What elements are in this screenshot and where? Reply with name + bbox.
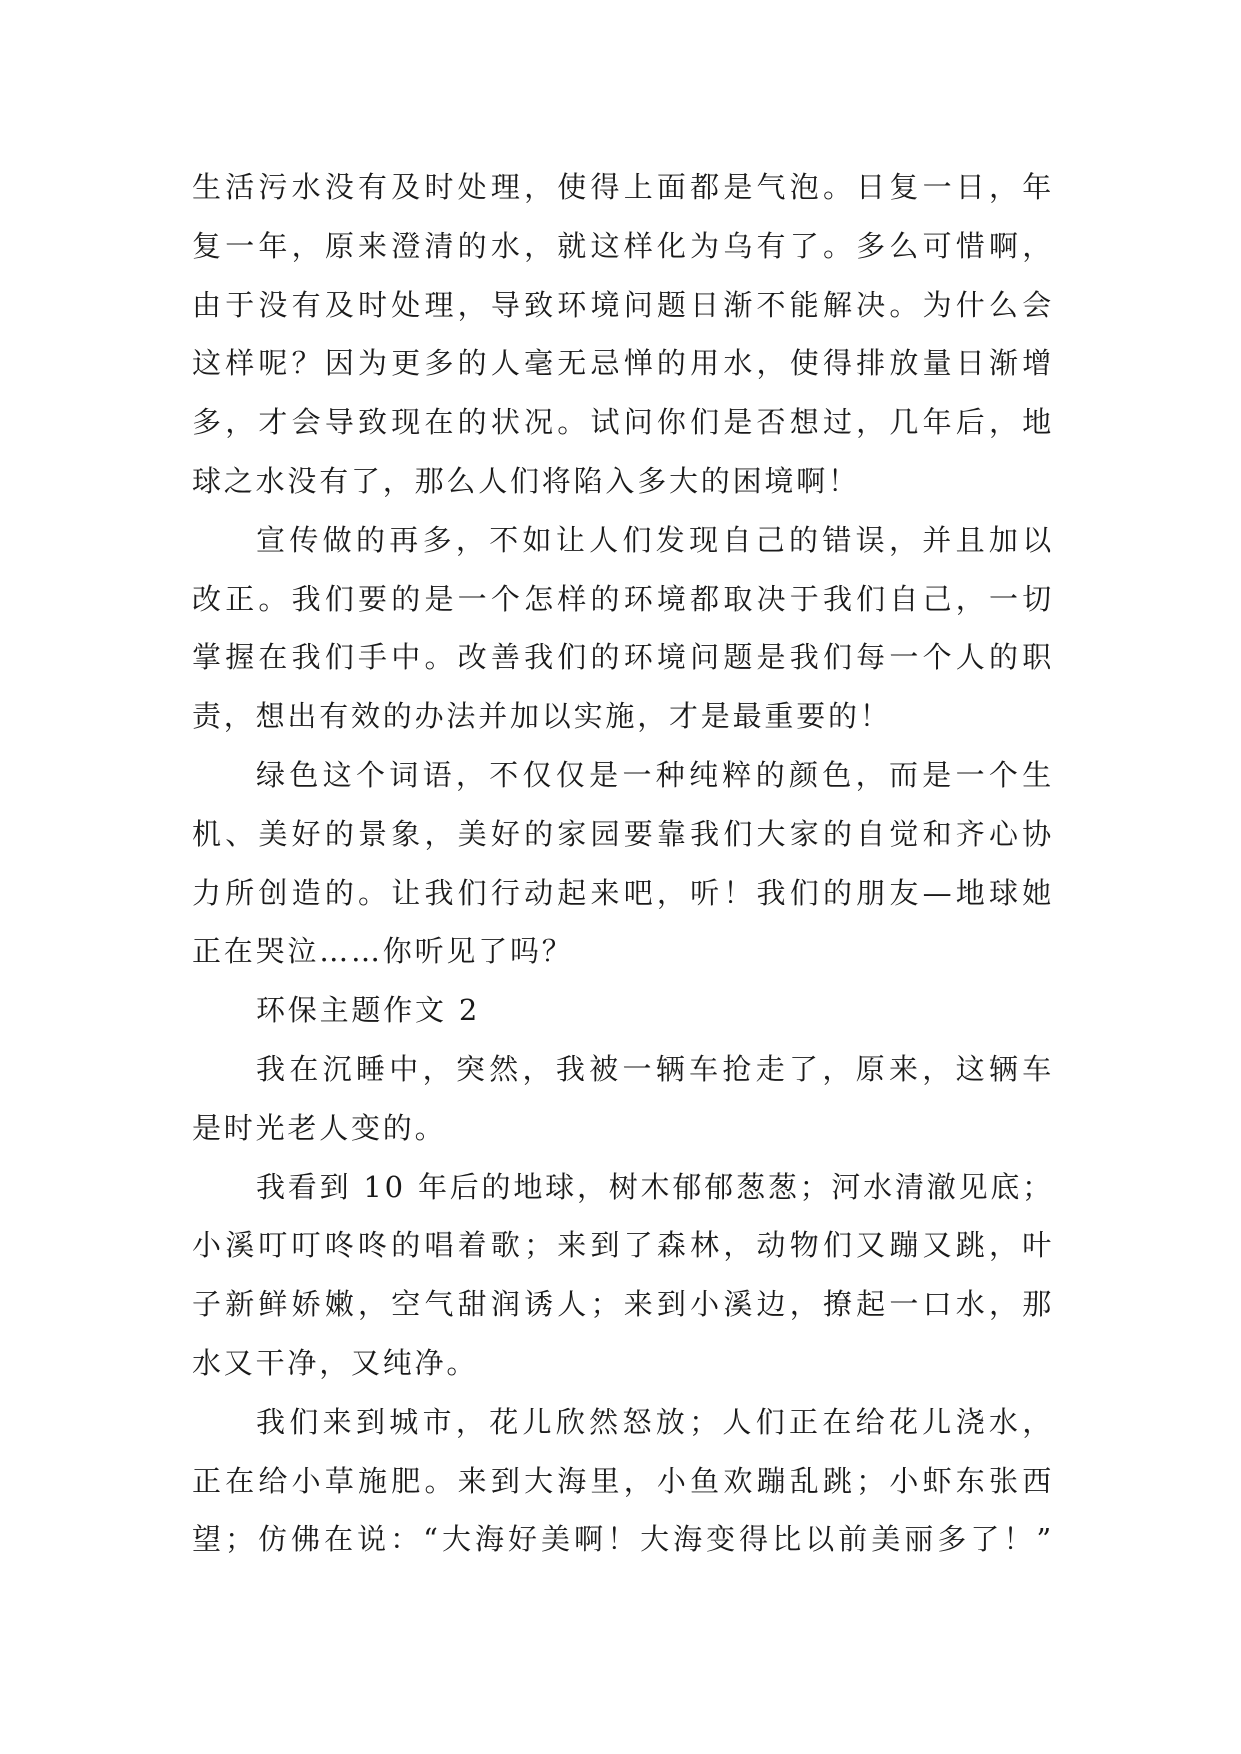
text-line: 球之水没有了，那么人们将陷入多大的困境啊！ bbox=[192, 463, 860, 498]
text-line: 子新鲜娇嫩，空气甜润诱人；来到小溪边，撩起一口水，那 bbox=[192, 1287, 1054, 1322]
document-body bbox=[192, 158, 1054, 1569]
text-line: 望；仿佛在说：“大海好美啊！大海变得比以前美丽多了！” bbox=[192, 1522, 1054, 1557]
paragraph-first-line: 绿色这个词语，不仅仅是一种纯粹的颜色，而是一个生 bbox=[256, 757, 1054, 792]
text-line: 责，想出有效的办法并加以实施，才是最重要的！ bbox=[192, 699, 892, 734]
text-line: 由于没有及时处理，导致环境问题日渐不能解决。为什么会 bbox=[192, 287, 1054, 322]
text-line: 机、美好的景象，美好的家园要靠我们大家的自觉和齐心协 bbox=[192, 816, 1054, 851]
text-line: 力所创造的。让我们行动起来吧，听！我们的朋友—地球她 bbox=[192, 875, 1054, 910]
text-line: 掌握在我们手中。改善我们的环境问题是我们每一个人的职 bbox=[192, 640, 1054, 675]
text-line: 多，才会导致现在的状况。试问你们是否想过，几年后，地 bbox=[192, 405, 1054, 440]
text-line: 正在给小草施肥。来到大海里，小鱼欢蹦乱跳；小虾东张西 bbox=[192, 1463, 1054, 1498]
paragraph-first-line: 我看到 10 年后的地球，树木郁郁葱葱；河水清澈见底； bbox=[256, 1169, 1054, 1204]
text-line: 小溪叮叮咚咚的唱着歌；来到了森林，动物们又蹦又跳，叶 bbox=[192, 1228, 1054, 1263]
text-line: 正在哭泣……你听见了吗？ bbox=[192, 934, 574, 969]
text-line: 水又干净，又纯净。 bbox=[192, 1345, 479, 1380]
text-line: 是时光老人变的。 bbox=[192, 1110, 447, 1145]
paragraph-first-line: 我们来到城市，花儿欣然怒放；人们正在给花儿浇水， bbox=[256, 1404, 1054, 1439]
paragraph-first-line: 宣传做的再多，不如让人们发现自己的错误，并且加以 bbox=[256, 522, 1054, 557]
text-line: 生活污水没有及时处理，使得上面都是气泡。日复一日，年 bbox=[192, 170, 1054, 204]
paragraph-first-line: 我在沉睡中，突然，我被一辆车抢走了，原来，这辆车 bbox=[256, 1051, 1054, 1086]
text-line: 改正。我们要的是一个怎样的环境都取决于我们自己，一切 bbox=[192, 581, 1054, 616]
section-heading: 环保主题作文 2 bbox=[256, 993, 481, 1028]
text-line: 复一年，原来澄清的水，就这样化为乌有了。多么可惜啊， bbox=[192, 228, 1054, 263]
text-line: 这样呢？因为更多的人毫无忌惮的用水，使得排放量日渐增 bbox=[192, 346, 1054, 381]
